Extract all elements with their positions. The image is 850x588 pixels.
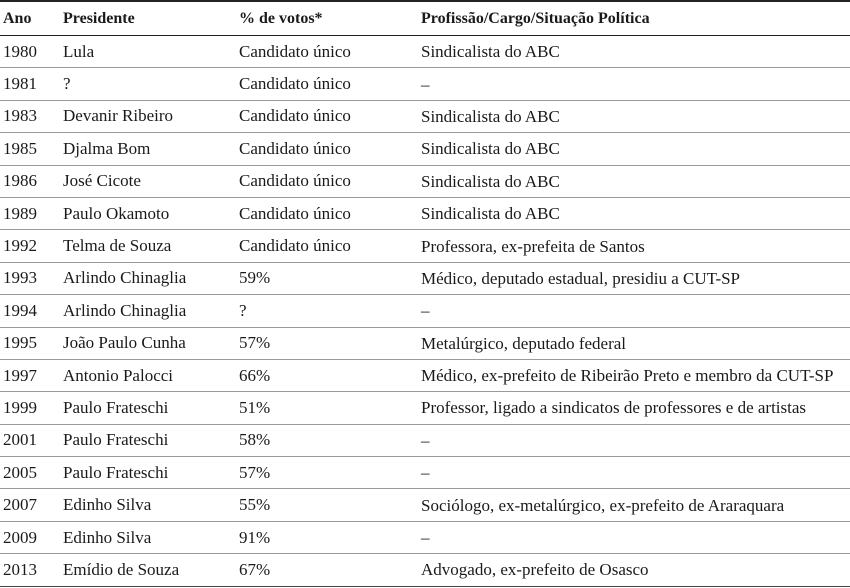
profession-cell: Médico, ex-prefeito de Ribeirão Preto e membro da CUT-SP — [421, 366, 834, 386]
president-cell: Emídio de Souza — [63, 559, 180, 579]
header-profession: Profissão/Cargo/Situação Política — [421, 10, 650, 27]
year-cell: 1985 — [3, 138, 37, 158]
profession-cell: – — [421, 430, 430, 450]
votes-cell: 66% — [239, 365, 271, 385]
year-cell: 1989 — [3, 203, 37, 223]
votes-cell: 57% — [239, 333, 271, 353]
table-row — [0, 392, 850, 424]
votes-cell: Candidato único — [239, 106, 351, 126]
table-row — [0, 263, 850, 295]
profession-cell: Sindicalista do ABC — [421, 106, 560, 126]
year-cell: 1981 — [3, 74, 37, 94]
president-cell: Telma de Souza — [63, 236, 172, 256]
president-cell: Paulo Frateschi — [63, 397, 169, 417]
table-row — [0, 101, 850, 133]
profession-cell: Sindicalista do ABC — [421, 139, 560, 159]
profession-cell: Professor, ligado a sindicatos de professores e de artistas — [421, 398, 807, 418]
table-row — [0, 166, 850, 198]
president-cell: Arlindo Chinaglia — [63, 268, 187, 288]
table-row — [0, 457, 850, 489]
votes-cell: Candidato único — [239, 203, 351, 223]
year-cell: 2013 — [3, 559, 37, 579]
year-cell: 1999 — [3, 397, 37, 417]
table-row — [0, 295, 850, 327]
votes-cell: 51% — [239, 397, 271, 417]
votes-cell: Candidato único — [239, 236, 351, 256]
year-cell: 1986 — [3, 171, 37, 191]
profession-cell: – — [421, 301, 430, 321]
table-body — [0, 36, 850, 587]
votes-cell: Candidato único — [239, 41, 351, 61]
header-president: Presidente — [63, 9, 135, 27]
table-row — [0, 133, 850, 165]
votes-cell: 67% — [239, 559, 271, 579]
table-row — [0, 328, 850, 360]
table-row — [0, 230, 850, 262]
profession-cell: Sindicalista do ABC — [421, 204, 560, 224]
president-cell: Paulo Frateschi — [63, 430, 169, 450]
year-cell: 2007 — [3, 495, 37, 515]
year-cell: 1992 — [3, 236, 37, 256]
table-row — [0, 68, 850, 100]
table-row — [0, 554, 850, 586]
president-cell: João Paulo Cunha — [63, 333, 186, 353]
president-cell: Paulo Frateschi — [63, 462, 169, 482]
table-row — [0, 360, 850, 392]
profession-cell: Sindicalista do ABC — [421, 171, 560, 191]
votes-cell: ? — [239, 300, 247, 320]
profession-cell: – — [421, 463, 430, 483]
votes-cell: 55% — [239, 495, 271, 515]
year-cell: 1983 — [3, 106, 37, 126]
profession-cell: – — [421, 74, 430, 94]
table-row — [0, 198, 850, 230]
header-year: Ano — [3, 9, 32, 27]
votes-cell: 91% — [239, 527, 271, 547]
votes-cell: 58% — [239, 430, 271, 450]
president-cell: Edinho Silva — [63, 495, 152, 515]
president-cell: José Cicote — [63, 171, 141, 191]
president-cell: Paulo Okamoto — [63, 203, 170, 223]
president-cell: Lula — [63, 41, 95, 61]
table-row — [0, 36, 850, 68]
profession-cell: Metalúrgico, deputado federal — [421, 333, 627, 353]
votes-cell: Candidato único — [239, 74, 351, 94]
year-cell: 2001 — [3, 430, 37, 450]
president-cell: Devanir Ribeiro — [63, 106, 173, 126]
table-row — [0, 522, 850, 554]
profession-cell: Sindicalista do ABC — [421, 42, 560, 62]
table-row — [0, 489, 850, 521]
profession-cell: Sociólogo, ex-metalúrgico, ex-prefeito de Araraquara — [421, 495, 785, 515]
votes-cell: 59% — [239, 268, 271, 288]
year-cell: 1995 — [3, 333, 37, 353]
profession-cell: Advogado, ex-prefeito de Osasco — [421, 560, 649, 580]
year-cell: 2005 — [3, 462, 37, 482]
profession-cell: Professora, ex-prefeita de Santos — [421, 236, 645, 256]
president-cell: ? — [63, 74, 71, 94]
year-cell: 1994 — [3, 300, 37, 320]
president-cell: Djalma Bom — [63, 138, 151, 158]
votes-cell: 57% — [239, 462, 271, 482]
president-cell: Arlindo Chinaglia — [63, 300, 187, 320]
profession-cell: – — [421, 528, 430, 548]
table-row — [0, 425, 850, 457]
table-header — [0, 0, 850, 36]
year-cell: 1980 — [3, 41, 37, 61]
profession-cell: Médico, deputado estadual, presidiu a CUT-SP — [421, 268, 741, 288]
president-cell: Edinho Silva — [63, 527, 152, 547]
header-votes: % de votos* — [239, 9, 323, 27]
year-cell: 1997 — [3, 365, 37, 385]
year-cell: 2009 — [3, 527, 37, 547]
year-cell: 1993 — [3, 268, 37, 288]
votes-cell: Candidato único — [239, 138, 351, 158]
president-cell: Antonio Palocci — [63, 365, 174, 385]
votes-cell: Candidato único — [239, 171, 351, 191]
